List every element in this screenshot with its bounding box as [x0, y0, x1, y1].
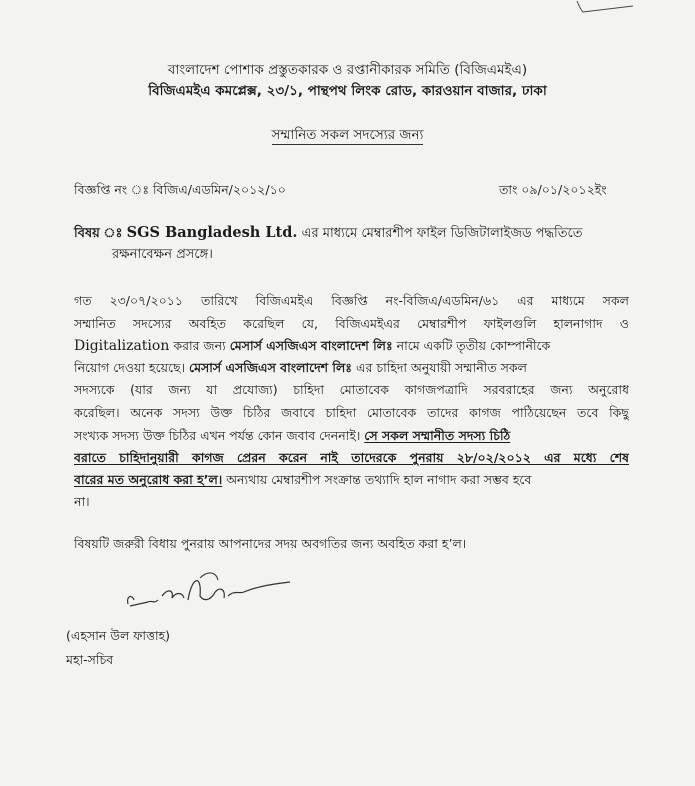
- body-line-2: সম্মানিত সদস্যের অবহিত করেছিল যে, বিজিএমইএর মেম্বারশীপ ফাইলগুলি হালনাগাদ ও: [74, 316, 629, 331]
- body-line-3: [74, 338, 629, 358]
- subject-label: বিষয় ঃ: [74, 226, 123, 241]
- body-line-1: গত ২৩/০৭/২০১১ তারিখে বিজিএমইএ বিজ্ঞপ্তি নং-বিজিএ/এডমিন/৬১ এর মাধ্যমে সকল: [74, 293, 629, 308]
- body-line-4: [74, 360, 629, 380]
- subject: [74, 222, 634, 265]
- letterhead: [40, 60, 655, 102]
- signer-name: (এহসান উল ফাত্তাহ): [66, 628, 171, 643]
- body-line-4c: এর চাহিদা অনুযায়ী সম্মানীত সকল: [355, 360, 527, 375]
- handwritten-signature: [118, 566, 298, 616]
- body-line-9b: অন্যথায় মেম্বারশীপ সংক্রান্ত তথ্যাদি হাল নাগাদ করা সম্ভব হবে: [226, 472, 532, 487]
- org-name: বাংলাদেশ পোশাক প্রস্তুতকারক ও রপ্তানীকারক সমিতি (বিজিএমইএ): [167, 62, 528, 78]
- signer-block: [66, 624, 170, 672]
- body-line-6: করেছিল। অনেক সদস্য উক্ত চিঠির জবাবে চাহিদা মোতাবেক তাদের কাগজ পাঠিয়েছেন তবে কিছু: [74, 405, 629, 420]
- body-line-10: না।: [74, 494, 90, 509]
- subject-text-2: রক্ষনাবেক্ষন প্রসঙ্গে।: [112, 247, 213, 262]
- body-line-7a: সংখ্যক সদস্য উক্ত চিঠির এখন পর্যন্ত কোন জবাব দেননাই।: [74, 428, 361, 443]
- body-line-9: [74, 472, 629, 492]
- salutation-text: সম্মানিত সকল সদস্যের জন্য: [271, 127, 424, 143]
- body-line-4a: নিয়োগ দেওয়া হয়েছে।: [74, 360, 186, 375]
- org-address: বিজিএমইএ কমপ্লেক্স, ২৩/১, পান্থপথ লিংক রোড, কারওয়ান বাজার, ঢাকা: [148, 83, 547, 99]
- signer-title: মহা-সচিব: [66, 652, 114, 667]
- subject-company: SGS Bangladesh Ltd.: [126, 224, 298, 241]
- digitalization-word: Digitalization: [74, 338, 170, 354]
- vendor-name-1: মেসার্স এসজিএস বাংলাদেশ লিঃ: [229, 338, 393, 353]
- body-line-3d: নামে একটি তৃতীয় কোম্পানীকে: [396, 338, 551, 353]
- notice-number: বিজ্ঞপ্তি নং ঃ বিজিএ/এডমিন/২০১২/১০: [74, 182, 286, 197]
- underlined-request-2: বরাতে চাহিদানুয়ারী কাগজ প্রেরন করেন নাই তাদেরকে পুনরায় ২৮/০২/২০১২ এর মধ্যে শেষ: [74, 450, 629, 465]
- vendor-name-2: মেসার্স এসজিএস বাংলাদেশ লিঃ: [189, 360, 352, 375]
- closing-line: বিষয়টি জরুরী বিধায় পুনরায় আপনাদের সদয় অবগতির জন্য অবহিত করা হ’ল।: [74, 536, 467, 551]
- corner-pen-mark: [575, 0, 635, 14]
- body-line-7: [74, 428, 629, 448]
- notice-date: তাং ০৯/০১/২০১২ইং: [499, 182, 607, 197]
- salutation: [40, 124, 655, 147]
- underlined-request-3: বারের মত অনুরোধ করা হ’ল।: [74, 472, 223, 487]
- subject-text-1: এর মাধ্যমে মেম্বারশীপ ফাইল ডিজিটালাইজড পদ্ধতিতে: [301, 226, 583, 241]
- body-line-3b: করার জন্য: [173, 338, 226, 353]
- body-line-5: সদস্যকে (যার জন্য যা প্রযোজ্য) চাহিদা মোতাবেক কাগজপত্রাদি সরবরাহের জন্য অনুরোধ: [74, 382, 629, 397]
- underlined-request-1: সে সকল সম্মানীত সদস্য চিঠি: [364, 428, 511, 443]
